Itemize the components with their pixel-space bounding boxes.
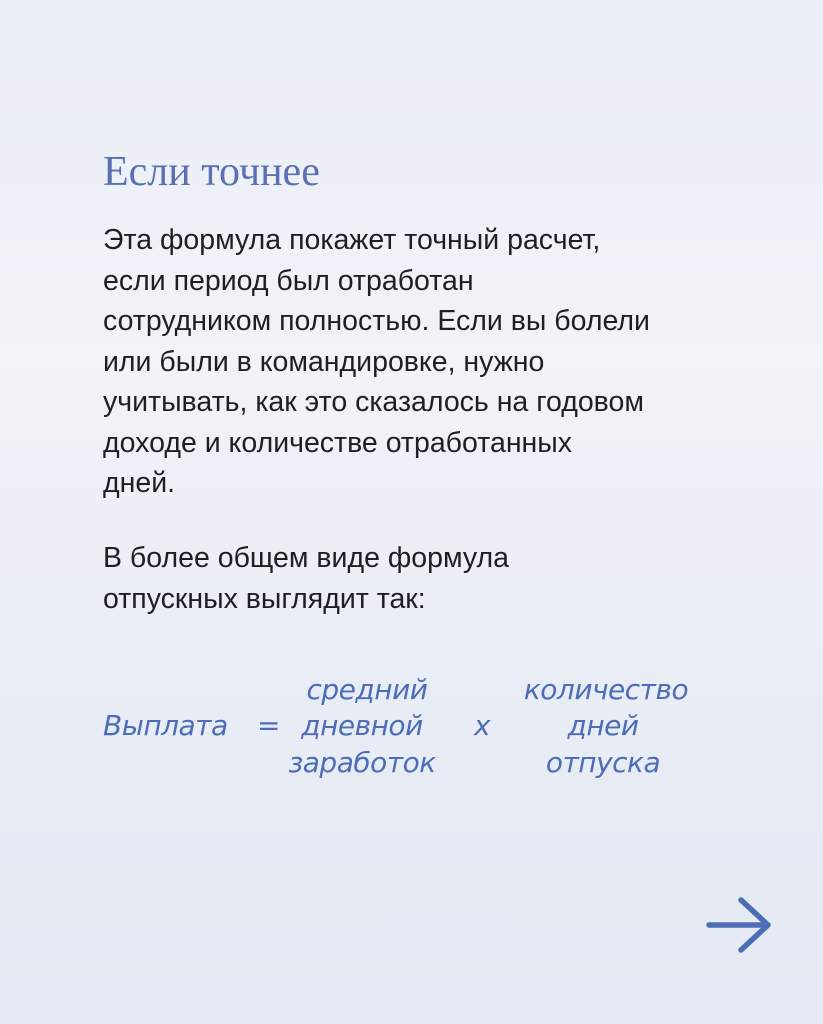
formula-term-a-line: заработок [288, 746, 436, 779]
explanation-line: Эта формула покажет точный расчет, [103, 224, 601, 256]
explanation-line: если период был отработан [103, 264, 474, 297]
explanation-line: дней. [103, 467, 176, 499]
formula-term-b-line: дней [567, 709, 639, 742]
formula-term-a-line: средний [306, 673, 428, 706]
formula-intro-line: отпускных выглядит так: [103, 582, 426, 615]
formula-term-a-line: дневной [301, 709, 423, 742]
formula-intro-line: В более общем виде формула [103, 542, 510, 574]
arrow-right-icon[interactable] [703, 893, 775, 957]
explanation-line: или были в командировке, нужно [103, 345, 545, 378]
explanation-line: учитывать, как это сказалось на годовом [103, 386, 644, 418]
formula-multiply-sign: х [474, 709, 491, 742]
formula-term-b-line: количество [523, 673, 689, 706]
formula-equals-sign: = [257, 709, 280, 742]
slide-heading: Если точнее [103, 149, 320, 195]
explanation-line: доходе и количестве отработанных [103, 426, 573, 459]
formula-term-b-line: отпуска [545, 746, 661, 779]
formula-label: Выплата [103, 709, 228, 742]
explanation-line: сотрудником полностью. Если вы болели [103, 305, 650, 337]
